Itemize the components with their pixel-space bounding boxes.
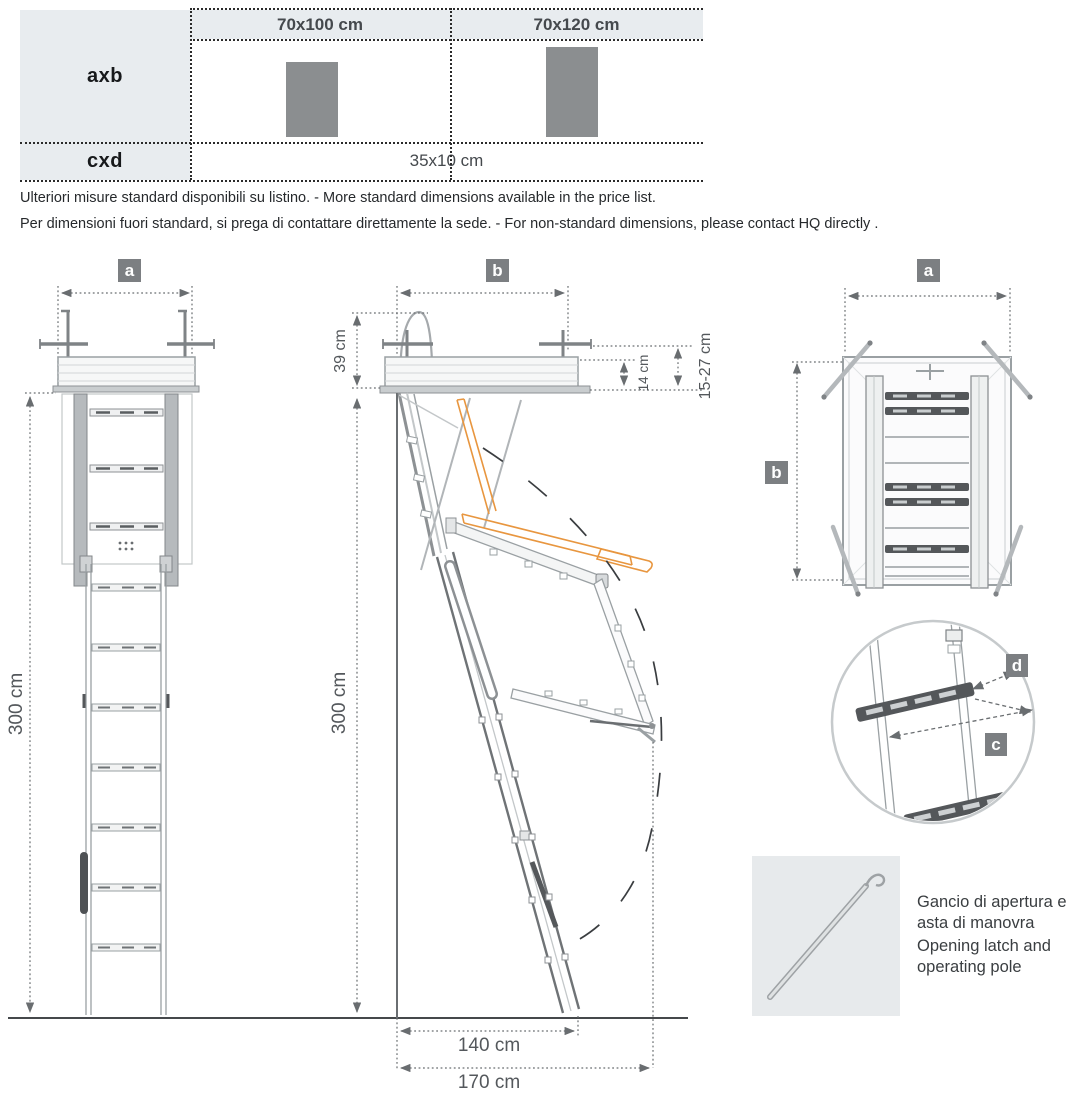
technical-drawings	[0, 240, 1074, 1117]
table-row-label-axb: axb	[87, 64, 123, 87]
marker-b-side: b	[492, 261, 503, 280]
front-latch-dots-icon	[119, 542, 134, 551]
pole-drawing	[752, 856, 900, 1016]
front-frame-box	[58, 357, 195, 387]
table-header-70x100: 70x100 cm	[190, 10, 450, 39]
table-cxd-value: 35x10 cm	[190, 142, 703, 180]
marker-b-top: b	[771, 463, 782, 482]
top-view-drawing	[765, 259, 1033, 597]
pole-caption-italian: Gancio di apertura e asta di manovra	[917, 893, 1067, 932]
marker-a-front: a	[124, 261, 135, 280]
marker-d: d	[1011, 656, 1023, 675]
side-ceiling-label: 15-27 cm	[697, 332, 714, 400]
table-border-header	[190, 39, 703, 41]
step-detail-drawing	[832, 621, 1034, 829]
side-box-height-label: 39 cm	[332, 329, 349, 373]
note-standard-sizes: Ulteriori misure standard disponibili su listino. - More standard dimensions available in the price list.	[20, 190, 656, 206]
side-trapdoor-lid	[380, 386, 590, 393]
front-view-drawing	[6, 259, 214, 1015]
size-swatch-70x120	[546, 47, 598, 137]
side-orange-section	[457, 399, 652, 572]
side-view-drawing	[329, 259, 714, 1093]
size-swatch-70x100	[286, 62, 338, 137]
detail-circle	[832, 621, 1034, 823]
side-frame-box	[385, 357, 578, 387]
front-lid	[53, 386, 199, 392]
front-upper-rungs	[90, 409, 163, 530]
front-height-dim-label: 300 cm	[6, 672, 27, 736]
table-border-mid	[20, 142, 703, 144]
note-custom-sizes: Per dimensioni fuori standard, si prega di contattare direttamente la sede. - For non-standard dimensions, please contact HQ directly .	[20, 216, 879, 232]
table-divider-2	[450, 8, 452, 180]
front-latch-handle	[80, 852, 88, 914]
table-divider-1	[190, 8, 192, 180]
table-row-label-cxd: cxd	[87, 149, 123, 172]
side-folded-ladder	[399, 393, 655, 742]
pole-caption-english: Opening latch and operating pole	[917, 937, 1051, 976]
dimensions-table	[20, 8, 703, 186]
side-floor-label: 140 cm	[457, 1035, 521, 1056]
marker-a-top: a	[923, 261, 934, 280]
table-border-top	[190, 8, 703, 10]
front-lower-rungs	[92, 584, 160, 951]
table-border-bottom	[20, 180, 703, 182]
table-header-70x120: 70x120 cm	[450, 10, 703, 39]
side-deployed-ladder	[437, 552, 579, 1013]
side-height-label: 300 cm	[329, 671, 350, 735]
pole-caption	[917, 892, 1074, 980]
marker-c: c	[991, 735, 1001, 754]
side-bottom-extensions	[397, 742, 653, 1070]
top-length-ticks	[792, 362, 843, 580]
side-swing-label: 170 cm	[457, 1072, 521, 1093]
side-trapdoor-label: 14 cm	[636, 354, 651, 392]
